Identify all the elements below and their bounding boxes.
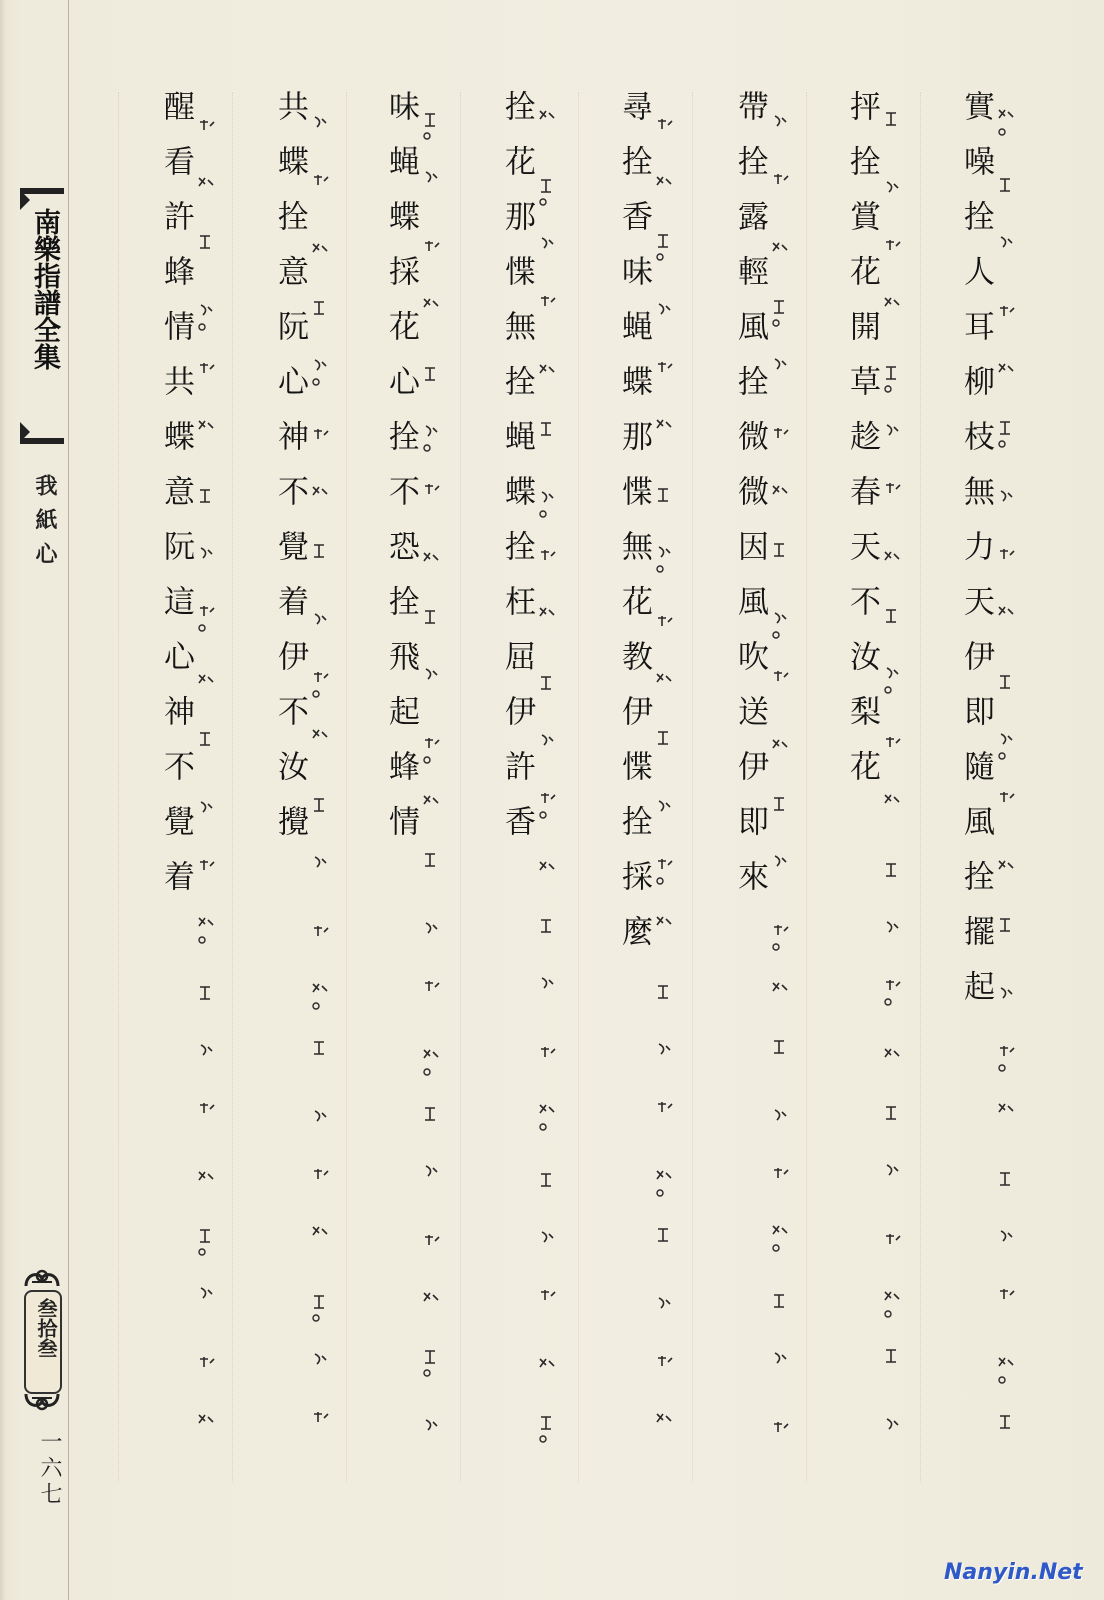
- notation-marks: [310, 100, 332, 1500]
- show-through-column: [118, 92, 137, 1482]
- notation-mark: [1001, 1231, 1012, 1241]
- notation-marks: [421, 100, 443, 1500]
- notation-mark: [425, 854, 435, 866]
- page-tablet-ornament: [18, 1268, 66, 1412]
- notation-mark: [426, 1166, 437, 1176]
- notation-mark: [1000, 792, 1014, 802]
- notation-mark: [885, 367, 896, 392]
- notation-mark: [424, 299, 438, 307]
- notation-mark: [313, 984, 327, 1009]
- notation-mark: [425, 1108, 435, 1120]
- notation-mark: [886, 483, 900, 493]
- notation-mark: [659, 304, 670, 314]
- notation-mark: [658, 489, 668, 501]
- show-through-column: [692, 92, 711, 1482]
- notation-mark: [1000, 306, 1014, 316]
- page-margin-strip: [0, 0, 68, 1600]
- notation-mark: [886, 1234, 900, 1244]
- lyric-column-1: 實噪拴人耳柳枝無力天伊即隨風拴擺起: [958, 90, 994, 1025]
- notation-mark: [424, 1351, 435, 1376]
- notation-marks: [882, 100, 904, 1500]
- notation-mark: [200, 733, 210, 745]
- notation-mark: [659, 801, 670, 811]
- notation-mark: [541, 1290, 555, 1300]
- notation-mark: [541, 296, 555, 306]
- section-name: 我紙心: [32, 474, 57, 576]
- page-number: 一六七: [37, 1430, 62, 1508]
- notation-mark: [773, 613, 786, 638]
- notation-mark: [999, 1046, 1014, 1071]
- notation-mark: [201, 1045, 212, 1055]
- notation-mark: [774, 428, 788, 438]
- lyric-column-5: 拴花那惵無拴蝇蝶拴枉屈伊許香: [499, 90, 535, 860]
- notation-mark: [313, 672, 328, 697]
- notation-mark: [773, 301, 784, 326]
- notation-mark: [885, 1292, 899, 1317]
- notation-mark: [201, 1288, 212, 1298]
- show-through-column: [232, 92, 251, 1482]
- notation-mark: [426, 1420, 437, 1430]
- notation-mark: [200, 490, 210, 502]
- notation-mark: [774, 671, 788, 681]
- notation-mark: [315, 857, 326, 867]
- notation-mark: [1000, 676, 1010, 688]
- notation-mark: [773, 740, 787, 748]
- notation-mark: [657, 674, 671, 682]
- notation-mark: [885, 795, 899, 803]
- notation-mark: [200, 860, 214, 870]
- notation-mark: [199, 178, 213, 186]
- notation-mark: [314, 545, 324, 557]
- notation-mark: [540, 793, 555, 818]
- lyric-column-4: 尋拴香味蝇蝶那惵無花教伊惵拴採麼: [616, 90, 652, 970]
- notation-mark: [314, 1169, 328, 1179]
- notation-mark: [540, 1105, 554, 1130]
- notation-mark: [773, 486, 787, 494]
- notation-mark: [426, 923, 437, 933]
- notation-mark: [886, 737, 900, 747]
- notation-mark: [774, 798, 784, 810]
- lyric-column-3: 帶拴露輕風拴微微因風吹送伊即來: [732, 90, 768, 915]
- watermark: Nanyin.Net: [944, 1560, 1083, 1585]
- notation-mark: [773, 983, 787, 991]
- notation-mark: [540, 862, 554, 870]
- show-through-column: [346, 92, 365, 1482]
- notation-mark: [200, 236, 210, 248]
- notation-mark: [541, 677, 551, 689]
- notation-mark: [426, 172, 437, 182]
- notation-mark: [542, 978, 553, 988]
- notation-mark: [315, 117, 326, 127]
- notation-mark: [774, 544, 784, 556]
- notation-mark: [314, 1412, 328, 1422]
- notation-mark: [885, 668, 898, 693]
- notation-mark: [200, 120, 214, 130]
- notation-mark: [999, 110, 1013, 135]
- notation-mark: [659, 1044, 670, 1054]
- notation-mark: [200, 1357, 214, 1367]
- notation-mark: [425, 368, 435, 380]
- book-title: 南樂指譜全集: [29, 208, 60, 370]
- notation-mark: [657, 235, 668, 260]
- notation-mark: [1001, 237, 1012, 247]
- notation-marks: [537, 100, 559, 1500]
- notation-mark: [199, 1172, 213, 1180]
- notation-mark: [199, 305, 212, 330]
- notation-mark: [773, 925, 788, 950]
- notation-mark: [424, 1293, 438, 1301]
- lyric-column-2: 抨拴賞花開草趁春天不汝梨花: [844, 90, 880, 805]
- notation-mark: [887, 922, 898, 932]
- notation-mark: [541, 423, 551, 435]
- notation-mark: [201, 548, 212, 558]
- lyric-column-6: 味蝇蝶採花心拴不恐拴飛起蜂情: [383, 90, 419, 860]
- notation-mark: [658, 1229, 668, 1241]
- notation-mark: [541, 920, 551, 932]
- notation-mark: [314, 175, 328, 185]
- notation-mark: [424, 1050, 438, 1075]
- notation-mark: [315, 614, 326, 624]
- notation-mark: [314, 302, 324, 314]
- notation-mark: [1000, 1173, 1010, 1185]
- notation-mark: [999, 1358, 1013, 1383]
- notation-mark: [313, 730, 327, 738]
- notation-mark: [886, 113, 896, 125]
- notation-mark: [774, 1422, 788, 1432]
- notation-mark: [774, 174, 788, 184]
- notation-mark: [774, 1168, 788, 1178]
- notation-mark: [657, 917, 671, 925]
- notation-mark: [658, 1356, 672, 1366]
- notation-mark: [425, 241, 439, 251]
- notation-mark: [885, 980, 900, 1005]
- notation-mark: [425, 1235, 439, 1245]
- lyric-column-8: 醒看許蜂情共蝶意阮這心神不覺着: [158, 90, 194, 915]
- notation-mark: [315, 1354, 326, 1364]
- notation-mark: [774, 1041, 784, 1053]
- notation-mark: [199, 918, 213, 943]
- notation-mark: [774, 1295, 784, 1307]
- notation-mark: [1000, 179, 1010, 191]
- book-title-box: [20, 188, 64, 444]
- notation-mark: [424, 426, 437, 451]
- notation-mark: [200, 987, 210, 999]
- show-through-column: [920, 92, 939, 1482]
- notation-mark: [540, 1359, 554, 1367]
- notation-mark: [313, 360, 326, 385]
- notation-mark: [773, 243, 787, 251]
- notation-mark: [887, 425, 898, 435]
- notation-marks: [996, 100, 1018, 1500]
- gutter-line: [68, 0, 69, 1600]
- notation-mark: [999, 364, 1013, 372]
- notation-mark: [199, 675, 213, 683]
- notation-marks: [196, 100, 218, 1500]
- notation-mark: [886, 1107, 896, 1119]
- notation-mark: [314, 1042, 324, 1054]
- notation-mark: [659, 1298, 670, 1308]
- notation-mark: [314, 799, 324, 811]
- notation-mark: [540, 365, 554, 373]
- notation-mark: [541, 550, 555, 560]
- notation-mark: [199, 1230, 210, 1255]
- notation-mark: [1000, 549, 1014, 559]
- notation-mark: [657, 1414, 671, 1422]
- notation-mark: [315, 1111, 326, 1121]
- notation-mark: [542, 735, 553, 745]
- notation-mark: [999, 734, 1012, 759]
- notation-mark: [999, 861, 1013, 869]
- show-through-column: [806, 92, 825, 1482]
- notation-mark: [887, 182, 898, 192]
- notation-mark: [657, 177, 671, 185]
- tablet-label: 叁拾叁: [34, 1298, 58, 1358]
- knot-ornament-icon: [22, 1392, 62, 1412]
- notation-mark: [541, 1174, 551, 1186]
- notation-mark: [540, 492, 553, 517]
- notation-mark: [775, 1110, 786, 1120]
- notation-mark: [313, 1296, 324, 1321]
- notation-mark: [999, 1104, 1013, 1112]
- notation-mark: [657, 547, 670, 572]
- notation-mark: [886, 1350, 896, 1362]
- notation-mark: [887, 1419, 898, 1429]
- notation-mark: [425, 611, 435, 623]
- notation-mark: [999, 422, 1010, 447]
- notation-mark: [775, 1353, 786, 1363]
- notation-mark: [1000, 919, 1010, 931]
- notation-mark: [658, 616, 672, 626]
- notation-mark: [1000, 1416, 1010, 1428]
- notation-mark: [540, 180, 551, 205]
- notation-mark: [657, 859, 672, 884]
- notation-mark: [199, 606, 214, 631]
- show-through-column: [460, 92, 479, 1482]
- notation-mark: [200, 1103, 214, 1113]
- notation-mark: [199, 421, 213, 429]
- notation-mark: [540, 1417, 551, 1442]
- notation-mark: [313, 244, 327, 252]
- notation-mark: [887, 1165, 898, 1175]
- notation-mark: [886, 610, 896, 622]
- notation-mark: [424, 114, 435, 139]
- notation-mark: [658, 362, 672, 372]
- notation-mark: [542, 1232, 553, 1242]
- notation-mark: [885, 1049, 899, 1057]
- notation-mark: [885, 552, 899, 560]
- notation-mark: [775, 856, 786, 866]
- notation-mark: [313, 487, 327, 495]
- notation-mark: [426, 669, 437, 679]
- notation-mark: [313, 1227, 327, 1235]
- notation-marks: [770, 100, 792, 1500]
- notation-mark: [658, 986, 668, 998]
- notation-marks: [654, 100, 676, 1500]
- notation-mark: [1000, 1289, 1014, 1299]
- notation-mark: [999, 607, 1013, 615]
- notation-mark: [657, 1171, 671, 1196]
- notation-mark: [199, 1415, 213, 1423]
- notation-mark: [658, 119, 672, 129]
- tablet-frame: [24, 1290, 62, 1394]
- show-through-column: [578, 92, 597, 1482]
- notation-mark: [314, 429, 328, 439]
- notation-mark: [424, 796, 438, 804]
- notation-mark: [886, 240, 900, 250]
- lyric-column-7: 共蝶拴意阮心神不覺着伊不汝攪: [272, 90, 308, 860]
- notation-mark: [424, 553, 438, 561]
- notation-mark: [541, 1047, 555, 1057]
- notation-mark: [658, 732, 668, 744]
- notation-mark: [886, 864, 896, 876]
- notation-mark: [542, 238, 553, 248]
- notation-mark: [424, 738, 439, 763]
- notation-mark: [885, 298, 899, 306]
- notation-mark: [201, 802, 212, 812]
- notation-mark: [425, 484, 439, 494]
- notation-mark: [540, 608, 554, 616]
- notation-mark: [540, 111, 554, 119]
- notation-mark: [1001, 988, 1012, 998]
- knot-ornament-icon: [22, 1268, 62, 1288]
- notation-mark: [1001, 491, 1012, 501]
- notation-mark: [775, 359, 786, 369]
- notation-mark: [314, 926, 328, 936]
- notation-mark: [773, 1226, 787, 1251]
- notation-mark: [200, 363, 214, 373]
- notation-mark: [775, 116, 786, 126]
- notation-mark: [657, 420, 671, 428]
- notation-mark: [425, 981, 439, 991]
- notation-mark: [658, 1102, 672, 1112]
